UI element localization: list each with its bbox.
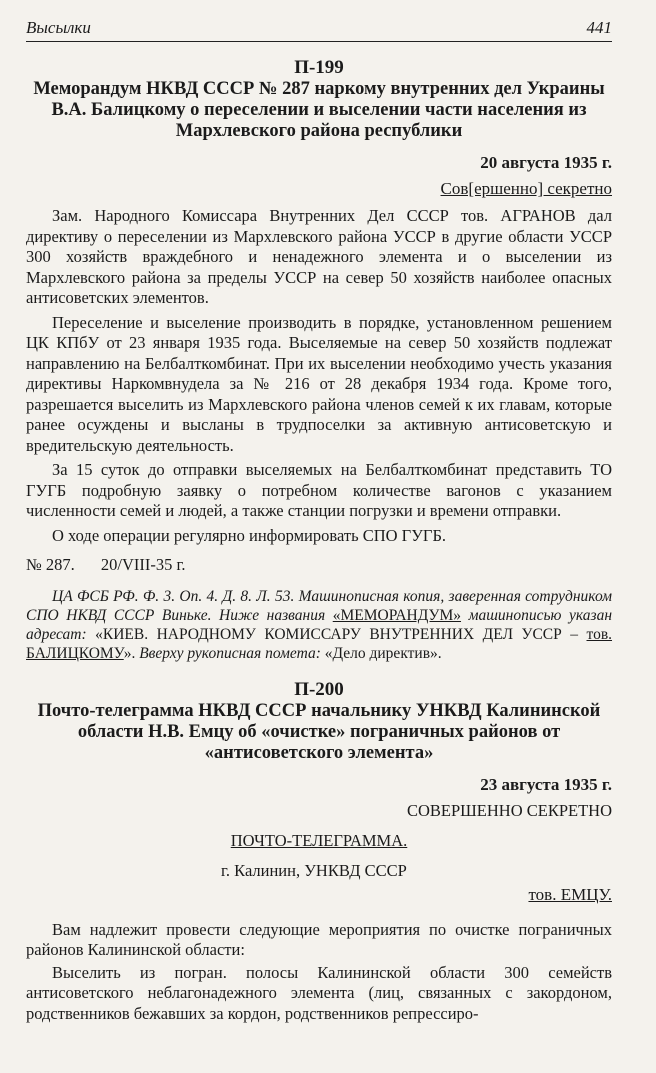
doc200-title: Почто-телеграмма НКВД СССР начальнику УНКВД Калининской области Н.В. Емцу об «очистке» пограничных районов от «антисоветского элемента» [37, 700, 601, 763]
doc199-paragraph: О ходе операции регулярно информировать СПО ГУГБ. [52, 525, 447, 545]
archive-addressee-c: ». [123, 645, 136, 662]
archive-part1: ЦА ФСБ РФ. Ф. 3. Оп. 4. Д. 8. Л. 53. Машинописная копия, заверенная сотрудником СПО НКВД СССР Виньке. Ниже названия [26, 588, 612, 624]
running-header [26, 18, 612, 42]
doc199-registration [26, 554, 612, 575]
doc200-address: г. Калинин, УНКВД СССР [221, 860, 407, 880]
doc200-date: 23 августа 1935 г. [480, 774, 612, 794]
archive-addressee-a: «КИЕВ. НАРОДНОМУ КОМИССАРУ ВНУТРЕННИХ ДЕЛ УССР – [95, 626, 578, 643]
archive-memorandum: «МЕМОРАНДУМ» [332, 607, 462, 624]
doc199-paragraph: За 15 суток до отправки выселяемых на Белбалткомбинат представить ТО ГУГБ подробную заявку о потребном количестве вагонов с указанием численности семей и людей, а также станции погрузки и времени отправки. [26, 460, 612, 520]
doc199-reg-date: 20/VIII-35 г. [100, 555, 186, 574]
doc199-date: 20 августа 1935 г. [480, 153, 612, 172]
doc199-title: Меморандум НКВД СССР № 287 наркому внутренних дел Украины В.А. Балицкому о переселении и выселении части населения из Мархлевского района республики [33, 79, 605, 141]
section-title: Высылки [26, 18, 91, 37]
archive-addressee-b: тов. БАЛИЦКОМУ [26, 626, 613, 662]
doc200-paragraph: Вам надлежит провести следующие мероприятия по очистке пограничных районов Калининской области: [26, 919, 612, 959]
archive-part2: машинописью указан адресат: [26, 607, 613, 643]
archive-note: «Дело директив». [324, 645, 442, 662]
doc200-paragraph: Выселить из погран. полосы Калининской области 300 семейств антисоветского неблагонадежного элемента (лиц, связанных с закордоном, родственников бежавших за кордон, родственников репрессиро- [26, 962, 612, 1023]
doc199-archive-note [26, 587, 612, 663]
doc200-recipient: тов. ЕМЦУ. [528, 884, 612, 904]
doc199-number: П-199 [294, 57, 344, 78]
doc200-number: П-200 [294, 678, 344, 700]
page-number: 441 [586, 18, 612, 37]
document-page [26, 18, 612, 1024]
archive-part3: Вверху рукописная помета: [139, 645, 321, 662]
doc200-doc-type: ПОЧТО-ТЕЛЕГРАММА. [230, 830, 408, 850]
doc199-paragraph: Зам. Народного Комиссара Внутренних Дел СССР тов. АГРАНОВ дал директиву о переселении из Мархлевского района УССР в другие области УССР 300 хозяйств враждебного и ненадежного элемента и о выселении из Мархлевского района за пределы УССР на север 50 хозяйств наиболее опасных антисоветских элементов. [26, 206, 612, 307]
doc199-reg-number: № 287. [26, 555, 75, 574]
doc199-classification: Сов[ершенно] секретно [440, 179, 612, 198]
doc199-paragraph: Переселение и выселение производить в порядке, установленном решением ЦК КПбУ от 23 января 1935 года. Выселяемые на север 50 хозяйств подлежат направлению на Белбалткомбинат. При их выселении необходимо учесть указания директивы Наркомвнудела за № 216 от 28 декабря 1934 года. Кроме того, разрешается выселить из Мархлевского района членов семей к их главам, которые ранее осуждены и высланы в трудпоселки за активную антисоветскую и вредительскую деятельность. [26, 312, 612, 455]
doc200-classification: СОВЕРШЕННО СЕКРЕТНО [406, 800, 612, 820]
